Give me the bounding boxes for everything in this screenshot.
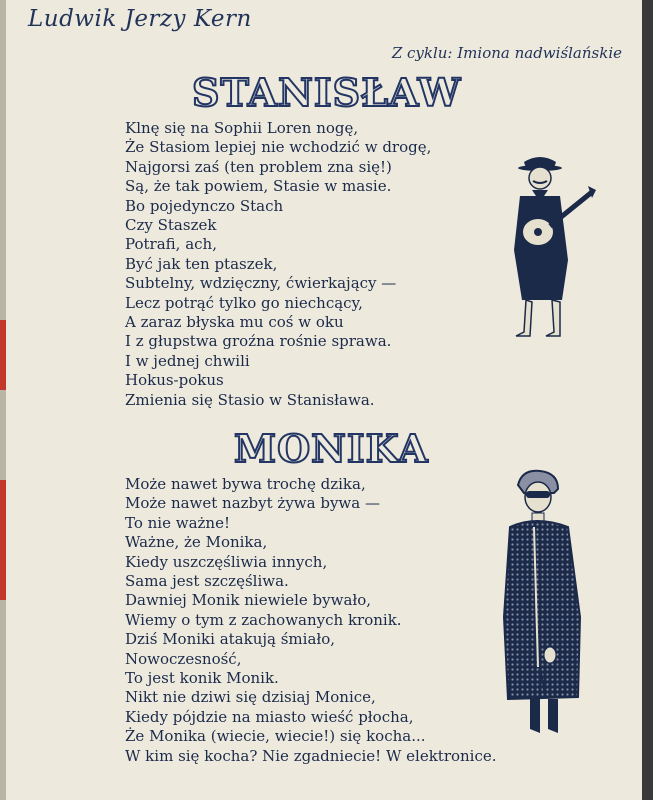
poem-line: Kiedy uszczęśliwia innych, xyxy=(125,552,328,571)
poem-title-stanislaw: STANISŁAW xyxy=(192,70,462,115)
poem-line: I z głupstwa groźna rośnie sprawa. xyxy=(125,332,392,351)
poem-line: Nowoczesność, xyxy=(125,649,242,668)
poem-monika xyxy=(125,475,497,766)
poem-line: Dawniej Monik niewiele bywało, xyxy=(125,591,372,610)
poem-line: I w jednej chwili xyxy=(125,351,250,370)
guitar-player-illustration xyxy=(502,150,598,340)
poem-line: Najgorsi zaś (ten problem zna się!) xyxy=(125,157,392,176)
poem-line: Ważne, że Monika, xyxy=(125,533,268,552)
poem-line: Hokus-pokus xyxy=(125,371,224,390)
poem-line: W kim się kocha? Nie zgadniecie! W elektronice. xyxy=(125,746,497,765)
poem-line: To nie ważne! xyxy=(125,513,230,532)
poem-line: Kiedy pójdzie na miasto wieść płocha, xyxy=(125,707,414,726)
poem-line: Że Monika (wiecie, wiecie!) się kocha... xyxy=(125,727,426,746)
poem-line: Nikt nie dziwi się dzisiaj Monice, xyxy=(125,688,376,707)
woman-in-coat-illustration xyxy=(500,467,590,737)
poem-line: To jest konik Monik. xyxy=(125,669,279,688)
poem-title-monika: MONIKA xyxy=(234,426,429,471)
poem-line: Dziś Moniki atakują śmiało, xyxy=(125,630,336,649)
poem-line: Może nawet bywa trochę dzika, xyxy=(125,475,366,493)
poem-line: Zmienia się Stasio w Stanisława. xyxy=(125,390,375,409)
poem-line: A zaraz błyska mu coś w oku xyxy=(125,313,344,332)
poem-line: Że Stasiom lepiej nie wchodzić w drogę, xyxy=(125,138,432,157)
right-page-edge xyxy=(642,0,653,800)
poem-line: Być jak ten ptaszek, xyxy=(125,254,278,273)
poem-line: Są, że tak powiem, Stasie w masie. xyxy=(125,177,392,196)
poem-line: Bo pojedynczo Stach xyxy=(125,196,284,215)
poem-line: Klnę się na Sophii Loren nogę, xyxy=(125,119,359,137)
poem-line: Sama jest szczęśliwa. xyxy=(125,572,289,591)
poem-line: Wiemy o tym z zachowanych kronik. xyxy=(125,610,402,629)
cycle-subtitle: Z cyklu: Imiona nadwiślańskie xyxy=(391,44,622,62)
poem-line: Potrafi, ach, xyxy=(125,235,217,254)
poem-stanislaw xyxy=(125,119,431,410)
poem-line: Może nawet nazbyt żywa bywa — xyxy=(125,494,380,513)
poem-line: Czy Staszek xyxy=(125,216,217,235)
poem-line: Subtelny, wdzięczny, ćwierkający — xyxy=(125,274,397,293)
newspaper-page xyxy=(6,0,642,800)
poem-line: Lecz potrąć tylko go niechcący, xyxy=(125,293,363,312)
author-name: Ludwik Jerzy Kern xyxy=(28,6,252,32)
